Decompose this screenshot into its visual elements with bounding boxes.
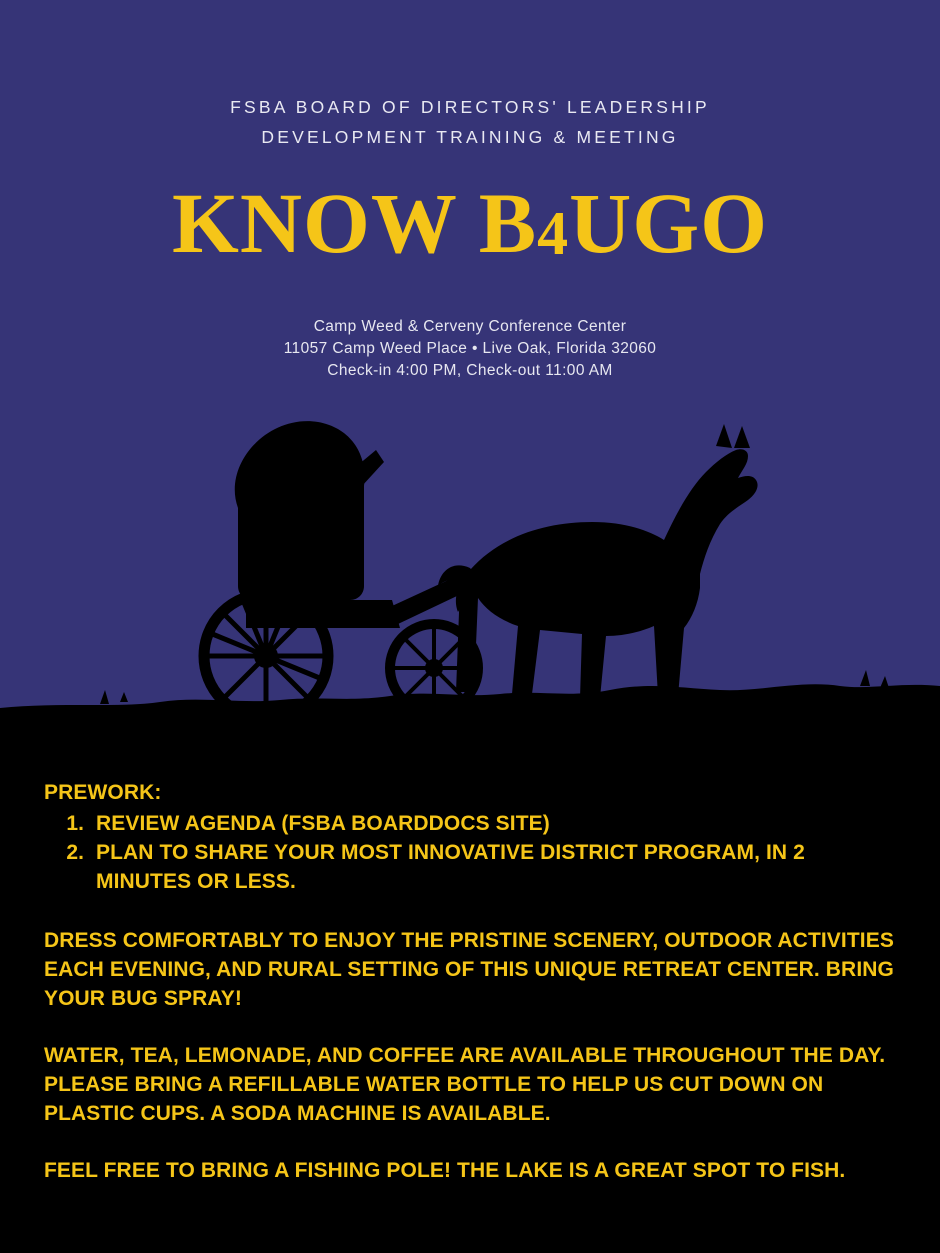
event-eyebrow-line1: FSBA BOARD OF DIRECTORS' LEADERSHIP — [230, 97, 710, 117]
prework-label: PREWORK: — [44, 781, 162, 804]
venue-checkin-times: Check-in 4:00 PM, Check-out 11:00 AM — [327, 362, 613, 379]
paragraph-fishing: FEEL FREE TO BRING A FISHING POLE! THE LAKE IS A GREAT SPOT TO FISH. — [44, 1159, 846, 1182]
paragraph-beverages: WATER, TEA, LEMONADE, AND COFFEE ARE AVAILABLE THROUGHOUT THE DAY. PLEASE BRING A REFILLABLE WATER BOTTLE TO HELP US CUT DOWN ON PLASTIC CUPS. A SODA MACHINE IS AVAILABLE. — [44, 1044, 886, 1125]
list-item: 1. REVIEW AGENDA (FSBA BOARDDOCS SITE) — [90, 809, 904, 838]
page-title-tail: UGO — [569, 175, 769, 271]
page-title-main: KNOW B — [171, 175, 538, 271]
venue-name: Camp Weed & Cerveny Conference Center — [313, 318, 627, 335]
details-text-block — [44, 778, 904, 1185]
horse-and-carriage-silhouette-icon — [0, 390, 940, 730]
event-eyebrow-line2: DEVELOPMENT TRAINING & MEETING — [261, 127, 679, 147]
poster-details-section — [0, 726, 940, 1253]
list-item: 2. PLAN TO SHARE YOUR MOST INNOVATIVE DISTRICT PROGRAM, IN 2 MINUTES OR LESS. — [90, 838, 904, 896]
venue-address: 11057 Camp Weed Place • Live Oak, Florida 32060 — [283, 340, 657, 357]
event-eyebrow — [0, 92, 940, 152]
prework-list — [44, 809, 904, 896]
venue-block — [0, 316, 940, 382]
page-title-number: 4 — [537, 200, 570, 268]
page-title — [0, 175, 940, 271]
paragraph-dress-code: DRESS COMFORTABLY TO ENJOY THE PRISTINE SCENERY, OUTDOOR ACTIVITIES EACH EVENING, AND RURAL SETTING OF THIS UNIQUE RETREAT CENTER. BRING YOUR BUG SPRAY! — [44, 929, 894, 1010]
